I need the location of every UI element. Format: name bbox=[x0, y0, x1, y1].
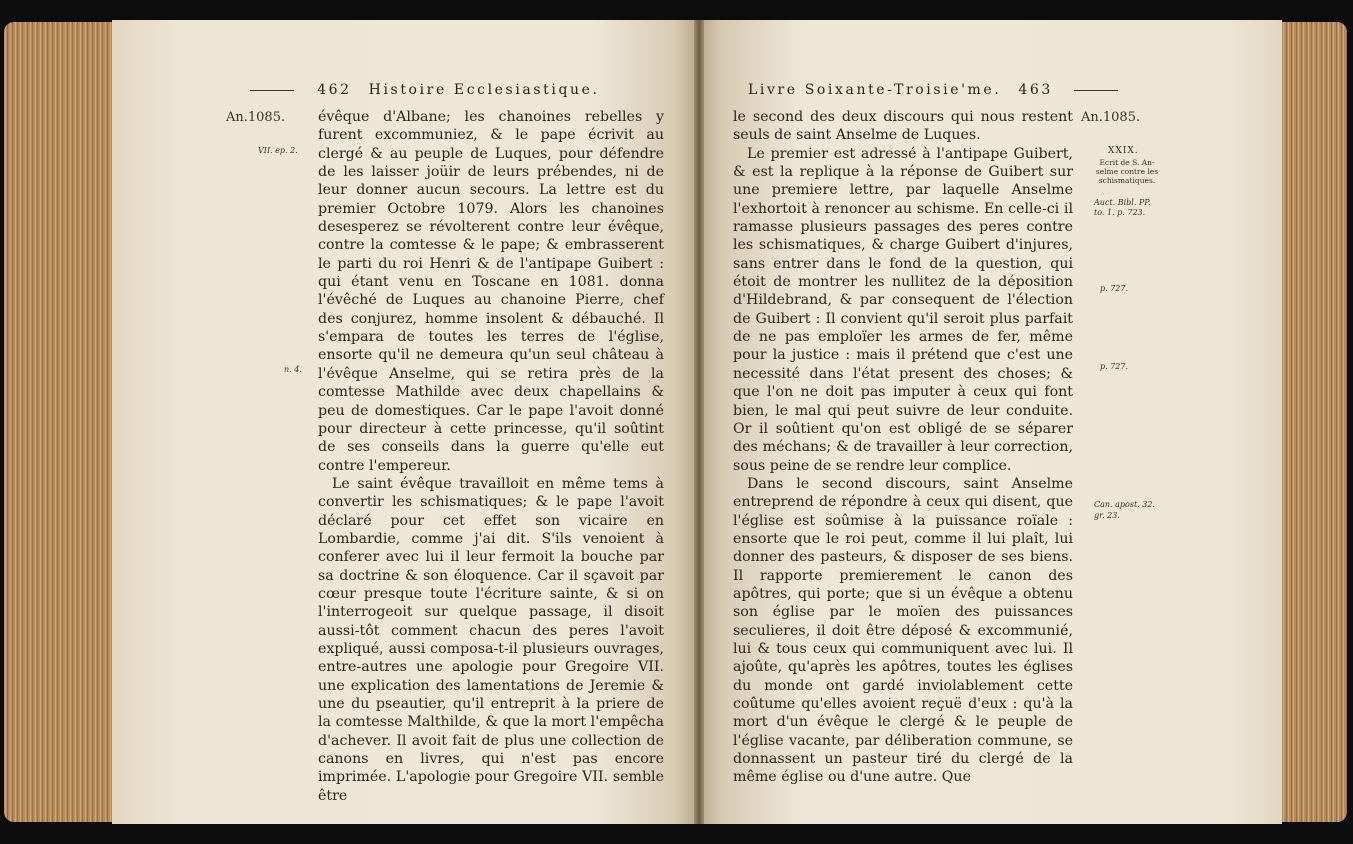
right-paragraph-1: le second des deux discours qui nous restent seuls de saint Anselme de Luques. bbox=[733, 109, 1073, 144]
header-rule bbox=[250, 90, 294, 91]
left-paragraph-2: Le saint évêque travailloit en même tems à convertir les schismatiques; & le pape l'avoit déclaré pour cet effet son vicaire en Lombardie, comme j'ai dit. S'ils venoient à conferer avec lui il leur fermoit la bouche par sa doctrine & son éloquence. Car il sçavoit par cœur presque toute l'écriture sainte, & si on l'interrogeoit sur quelque passage, il disoit aussi-tôt comment chacun des peres l'avoit expliqué, aussi composa-t-il plusieurs ouvrages, entre-autres une apologie pour Gregoire VII. une explication des lamentations de Jeremie & une du pseautier, qu'il entreprit à la priere de la comtesse Malthilde, & que la mort l'empêcha d'achever. Il avoit fait de plus une collection de canons en livres, qui n'est pas encore imprimée. L'apologie pour Gregoire VII. semble être bbox=[318, 475, 664, 804]
section-title-line: selme contre les bbox=[1095, 167, 1159, 176]
right-page-edges bbox=[1275, 22, 1347, 822]
right-text-block bbox=[733, 108, 1073, 787]
section-number: XXIX. bbox=[1108, 146, 1139, 156]
book-gutter bbox=[694, 20, 704, 824]
right-margin-note-6: gr. 23. bbox=[1094, 511, 1120, 520]
section-title bbox=[1088, 158, 1166, 185]
left-page-number: 462 bbox=[317, 82, 352, 98]
right-margin-note-4: p. 727. bbox=[1100, 362, 1129, 371]
left-margin-note-2: n. 4. bbox=[284, 365, 302, 374]
right-paragraph-2: Le premier est adressé à l'antipape Guibert, & est la replique à la réponse de Guibert sur une premiere lettre, par laquelle Anselme l'exhortoit à renoncer au schisme. En celle-ci il ramasse plusieurs passages des peres contre les schismatiques, & charge Guibert d'injures, sans entrer dans le fond de la question, qui étoit de montrer les nullitez de la déposition d'Hildebrand, & par consequent de l'élection de Guibert : Il convient qu'il seroit plus parfait de ne pas emploïer les armes de fer, même pour la justice : mais il prétend que c'est une necessité dans l'état present des choses; & que l'on ne doit pas imputer à ceux qui font bien, le mal qui peut suivre de leur conduite. Or il soûtient qu'on est obligé de se séparer des méchans; & de travailler à leur correction, sous peine de se rendre leur complice. bbox=[733, 145, 1073, 474]
left-running-title: Histoire Ecclesiastique. bbox=[368, 82, 600, 98]
left-page-edges bbox=[4, 22, 124, 822]
left-paragraph-1: évêque d'Albane; les chanoines rebelles y furent excommuniez, & le pape écrivit au clergé & au peuple de Luques, pour défendre de les laisser joüir de leurs prébendes, ni de leur donner aucun secours. La lettre est du premier Octobre 1079. Alors les chanoines desesperez se révolterent contre leur évêque, contre la comtesse & le pape; & embrasserent le parti du roi Henri & de l'antipape Guibert : qui étant venu en Toscane en 1081. donna l'évêché de Luques au chanoine Pierre, chef des conjurez, homme insolent & débauché. Il s'empara de toutes les terres de l'église, ensorte qu'il ne demeura qu'un seul château à l'évêque Anselme, qui se retira près de la comtesse Mathilde avec deux chapellains & peu de domestiques. Car le pape l'avoit donné pour directeur à cette princesse, qu'il soûtint de ses conseils dans la guerre qu'elle eut contre l'empereur. bbox=[318, 109, 664, 474]
right-margin-note-3: p. 727. bbox=[1100, 284, 1129, 293]
left-text-block bbox=[318, 108, 664, 805]
left-margin-note-1: VII. ep. 2. bbox=[258, 146, 298, 155]
right-paragraph-3: Dans le second discours, saint Anselme entreprend de répondre à ceux qui disent, que l'église est soûmise à la puissance roïale : ensorte que le roi peut, comme il lui plaît, lui donner des pasteurs, & disposer de ses biens. Il rapporte premierement le canon des apôtres, qui porte; que si un évêque a obtenu son église par le moïen des puissances seculieres, il doit être déposé & excommunié, lui & tous ceux qui communiquent avec lui. Il ajoûte, qu'après les apôtres, toutes les églises du monde ont gardé inviolablement cette coûtume qu'elles avoient reçuë d'eux : qu'à la mort d'un évêque le clergé & le peuple de l'église vacante, par déliberation commune, se donnassent un pasteur tiré du clergé de la même église ou d'une autre. Que bbox=[733, 475, 1073, 786]
right-margin-note-1: Auct. Bibl. PP. bbox=[1094, 198, 1151, 207]
right-margin-note-5: Can. apost. 32. bbox=[1094, 500, 1155, 509]
header-rule bbox=[1074, 90, 1118, 91]
right-page-number: 463 bbox=[1018, 82, 1053, 98]
right-running-header bbox=[748, 82, 1118, 98]
right-margin-note-2: to. 1. p. 723. bbox=[1094, 208, 1146, 217]
right-running-title: Livre Soixante-Troisie'me. bbox=[748, 82, 1002, 98]
left-running-header bbox=[250, 82, 600, 98]
right-year-label: An.1085. bbox=[1081, 110, 1141, 125]
left-year-label: An.1085. bbox=[226, 110, 286, 125]
section-title-line: schismatiques. bbox=[1098, 176, 1156, 185]
section-title-line: Ecrit de S. An- bbox=[1099, 158, 1155, 167]
